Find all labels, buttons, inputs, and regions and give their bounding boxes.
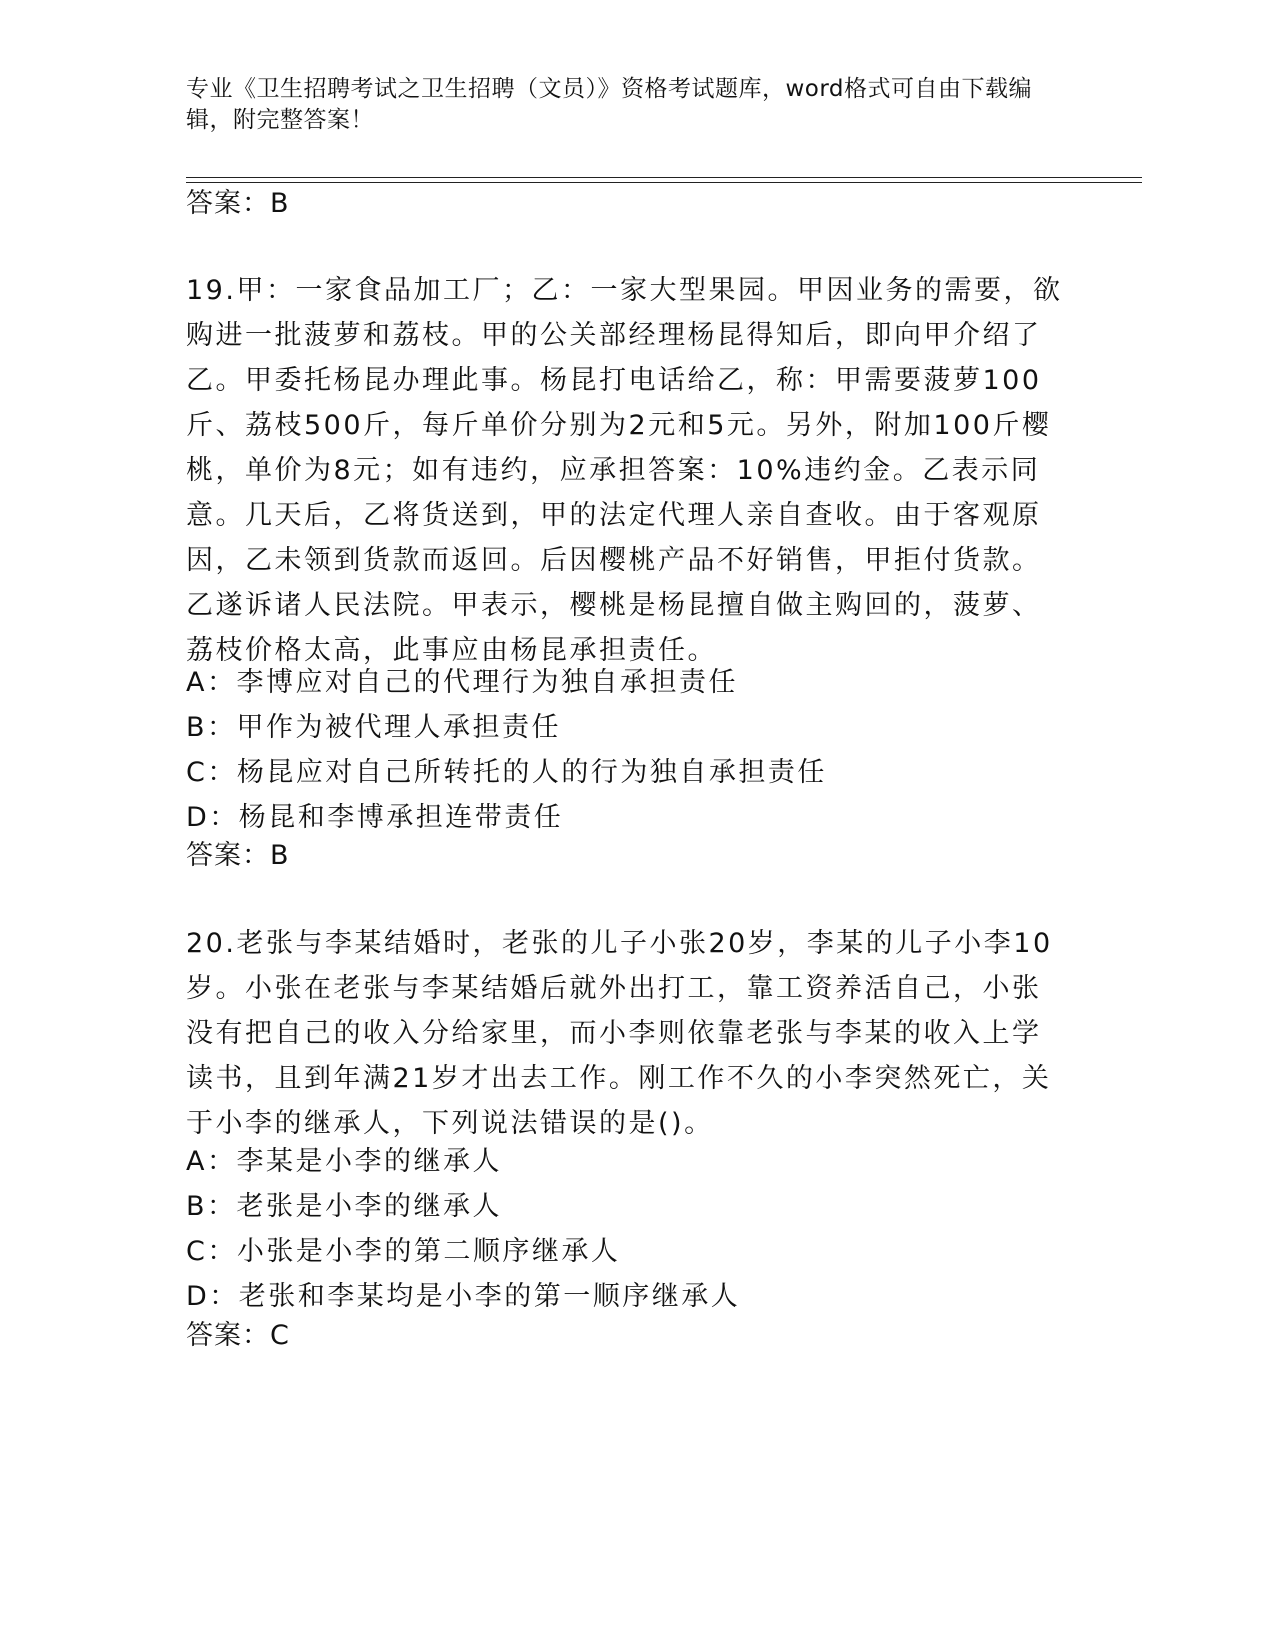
document-header: 专业《卫生招聘考试之卫生招聘（文员）》资格考试题库，word格式可自由下载编辑，附完整答案！ — [186, 76, 1033, 133]
question-20-option-a: A：李某是小李的继承人 — [186, 1146, 502, 1177]
question-19-option-c: C：杨昆应对自己所转托的人的行为独自承担责任 — [186, 757, 827, 788]
question-20-option-c: C：小张是小李的第二顺序继承人 — [186, 1236, 621, 1267]
header-rule-top — [186, 177, 1142, 178]
question-19-option-b: B：甲作为被代理人承担责任 — [186, 712, 562, 743]
question-20-option-b: B：老张是小李的继承人 — [186, 1191, 503, 1222]
header-rule-bottom — [186, 182, 1142, 183]
question-20-options — [186, 1139, 1066, 1319]
question-19-options — [186, 660, 1066, 840]
question-20-option-d: D：老张和李某均是小李的第一顺序继承人 — [186, 1281, 741, 1312]
question-19-stem: 19.甲：一家食品加工厂；乙：一家大型果园。甲因业务的需要，欲购进一批菠萝和荔枝。甲的公关部经理杨昆得知后，即向甲介绍了乙。甲委托杨昆办理此事。杨昆打电话给乙，称：甲需要菠萝100斤、荔枝500斤，每斤单价分别为2元和5元。另外，附加100斤樱桃，单价为8元；如有违约，应承担答案：10%违约金。乙表示同意。几天后，乙将货送到，甲的法定代理人亲自查收。由于客观原因，乙未领到货款而返回。后因樱桃产品不好销售，甲拒付货款。乙遂诉诸人民法院。甲表示，樱桃是杨昆擅自做主购回的，菠萝、荔枝价格太高，此事应由杨昆承担责任。 — [186, 275, 1063, 666]
previous-answer: 答案：B — [186, 188, 290, 219]
question-20-answer: 答案：C — [186, 1320, 290, 1351]
question-20-stem: 20.老张与李某结婚时，老张的儿子小张20岁，李某的儿子小李10岁。小张在老张与李某结婚后就外出打工，靠工资养活自己，小张没有把自己的收入分给家里，而小李则依靠老张与李某的收入上学读书，且到年满21岁才出去工作。刚工作不久的小李突然死亡，关于小李的继承人，下列说法错误的是()。 — [186, 928, 1053, 1139]
question-19-option-d: D：杨昆和李博承担连带责任 — [186, 802, 564, 833]
question-19-option-a: A：李博应对自己的代理行为独自承担责任 — [186, 667, 738, 698]
question-19-answer: 答案：B — [186, 840, 290, 871]
